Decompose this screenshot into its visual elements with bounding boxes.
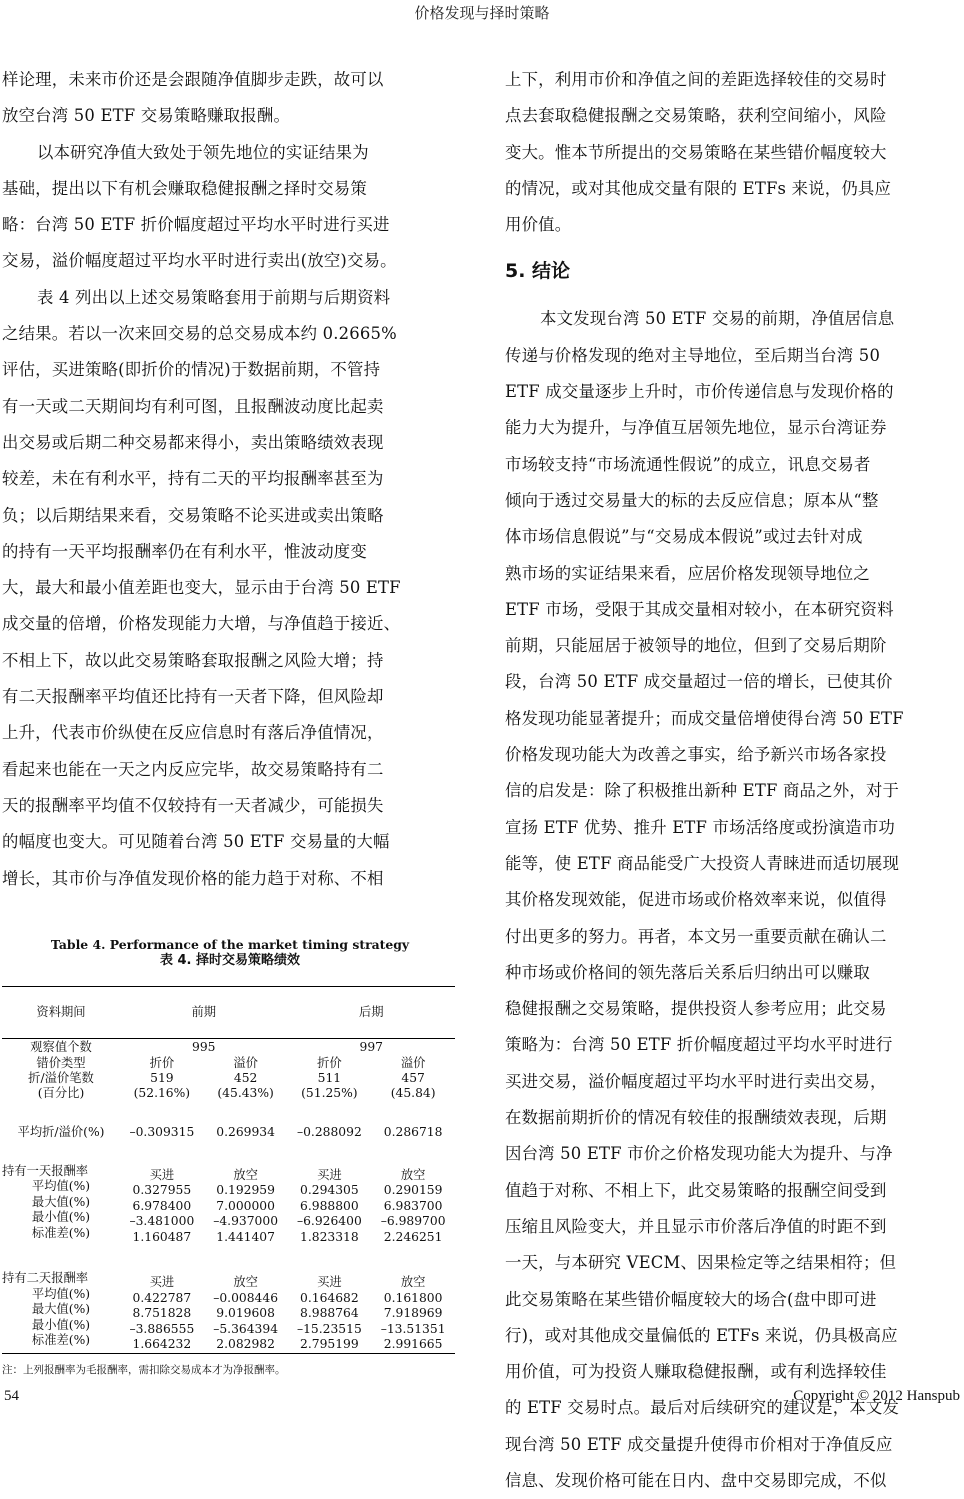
cell: –0.288092 bbox=[296, 1124, 362, 1139]
cell-value: –4.937000 bbox=[213, 1214, 279, 1229]
cell-value: 0.192959 bbox=[216, 1183, 275, 1198]
table-row-avg-mispricing bbox=[2, 1102, 455, 1140]
text-line: 基础，提出以下有机会赚取稳健报酬之择时交易策 bbox=[2, 178, 367, 198]
text-line: 的情况，或对其他成交量有限的 ETFs 来说，仍具应 bbox=[505, 178, 892, 198]
text-line: 宣扬 ETF 优势、推升 ETF 市场活络度或扮演造市功 bbox=[505, 817, 896, 837]
right-column bbox=[505, 62, 963, 1499]
text-line: 点去套取稳健报酬之交易策略，获利空间缩小，风险 bbox=[505, 106, 887, 126]
text-line: 段，台湾 50 ETF 成交量超过一倍的增长，已使其价 bbox=[505, 672, 893, 692]
cell-value: –15.23515 bbox=[296, 1321, 362, 1336]
text-line: 一天，与本研究 VECM、因果检定等之结果相符；但 bbox=[505, 1253, 897, 1273]
text-line: ETF 成交量逐步上升时，市价传递信息与发现价格的 bbox=[505, 382, 894, 402]
row-label-group bbox=[2, 1140, 120, 1246]
text-line: 之结果。若以一次来回交易的总交易成本约 0.2665% bbox=[2, 324, 397, 344]
text-line: 值趋于对称、不相上下，此交易策略的报酬空间受到 bbox=[505, 1180, 887, 1200]
text-line: 样论理，未来市价还是会跟随净值脚步走跌，故可以 bbox=[2, 70, 384, 89]
row-label: 最大值(%) bbox=[31, 1302, 91, 1317]
text-line: 市场较支持“市场流通性假说”的成立，讯息交易者 bbox=[505, 454, 871, 474]
count-percent: (52.16%) bbox=[133, 1086, 191, 1101]
text-line: 较差，未在有利水平，持有二天的平均报酬率甚至为 bbox=[2, 469, 384, 489]
cell-group bbox=[120, 1140, 204, 1246]
cell-value: 0.327955 bbox=[132, 1183, 192, 1198]
text-line: 上下，利用市价和净值之间的差距选择较佳的交易时 bbox=[505, 70, 887, 89]
table-row-hold-one-day bbox=[2, 1140, 455, 1246]
text-line: 现台湾 50 ETF 成交量提升使得市价相对于净值反应 bbox=[505, 1434, 893, 1454]
table-row-mispricing-type bbox=[2, 1055, 455, 1071]
table-note: 注：上列报酬率为毛报酬率，需扣除交易成本才为净报酬率。 bbox=[2, 1363, 286, 1376]
row-label: 标准差(%) bbox=[31, 1333, 91, 1348]
cell-value: 0.161800 bbox=[383, 1290, 443, 1305]
cell-value: 1.664232 bbox=[132, 1337, 192, 1352]
table-row-counts bbox=[2, 1071, 455, 1102]
text-line: 信息、发现价格可能在日内、盘中交易即完成，不似 bbox=[505, 1470, 887, 1490]
cell bbox=[371, 1071, 455, 1102]
cell-value: 1.160487 bbox=[132, 1229, 192, 1244]
text-line: 种市场或价格间的领先落后关系后归纳出可以赚取 bbox=[505, 962, 870, 982]
table-caption-zh: 表 4. 择时交易策略绩效 bbox=[159, 952, 301, 968]
cell-value: –13.51351 bbox=[380, 1321, 446, 1336]
text-line: 信的启发是：除了积极推出新种 ETF 商品之外，对于 bbox=[505, 781, 900, 801]
cell-value: 7.000000 bbox=[216, 1198, 275, 1213]
cell: 折价 bbox=[149, 1055, 175, 1070]
action-label: 买进 bbox=[317, 1167, 342, 1182]
text-line: 买进交易，溢价幅度超过平均水平时进行卖出交易， bbox=[505, 1071, 887, 1091]
cell-value: 0.422787 bbox=[132, 1290, 192, 1305]
text-line: 略：台湾 50 ETF 折价幅度超过平均水平时进行买进 bbox=[2, 215, 390, 235]
cell-group bbox=[371, 1140, 455, 1246]
cell-value: 0.290159 bbox=[383, 1183, 443, 1198]
cell bbox=[120, 1071, 204, 1102]
text-line: 能等，使 ETF 商品能受广大投资人青睐进而适切展现 bbox=[505, 853, 900, 873]
cell-value: 2.991665 bbox=[383, 1337, 443, 1352]
conclusion-text bbox=[505, 301, 963, 1499]
count-value: 452 bbox=[233, 1070, 258, 1085]
copyright: Copyright © 2012 Hanspub bbox=[793, 1388, 960, 1404]
action-label: 买进 bbox=[317, 1275, 342, 1290]
cell-value: –5.364394 bbox=[213, 1321, 279, 1336]
table-row-hold-two-days bbox=[2, 1245, 455, 1353]
cell-value: 1.441407 bbox=[216, 1229, 275, 1244]
section-heading: 5. 结论 bbox=[505, 260, 571, 283]
row-label: 观察值个数 bbox=[30, 1039, 92, 1054]
header-period-label: 资料期间 bbox=[2, 986, 120, 1038]
cell: 折价 bbox=[317, 1055, 342, 1070]
row-label bbox=[2, 1071, 120, 1102]
cell: 995 bbox=[192, 1039, 216, 1054]
text-line: 大，最大和最小值差距也变大，显示由于台湾 50 ETF bbox=[2, 578, 401, 598]
group-title: 持有二天报酬率 bbox=[2, 1271, 89, 1286]
count-percent: (51.25%) bbox=[301, 1086, 358, 1101]
left-column bbox=[2, 62, 458, 1377]
row-label: 最小值(%) bbox=[31, 1210, 91, 1225]
cell bbox=[204, 1071, 288, 1102]
row-label: 平均值(%) bbox=[31, 1179, 91, 1194]
action-label: 买进 bbox=[149, 1167, 175, 1182]
text-line: 变大。惟本节所提出的交易策略在某些错价幅度较大 bbox=[505, 142, 887, 162]
text-line: 倾向于透过交易量大的标的去反应信息；原本从“整 bbox=[505, 490, 879, 510]
text-line: 交易，溢价幅度超过平均水平时进行卖出(放空)交易。 bbox=[2, 251, 397, 271]
performance-table bbox=[2, 986, 455, 1354]
text-line: 熟市场的实证结果来看，应居价格发现领导地位之 bbox=[505, 563, 870, 583]
cell-value: 6.983700 bbox=[383, 1198, 443, 1213]
table-header-row bbox=[2, 986, 455, 1038]
row-label: 错价类型 bbox=[36, 1055, 86, 1070]
table-caption bbox=[2, 937, 458, 969]
cell-value: 7.918969 bbox=[383, 1306, 443, 1321]
cell-value: –6.926400 bbox=[296, 1214, 362, 1229]
header-period2: 后期 bbox=[288, 986, 456, 1038]
text-line: 不相上下，故以此交易策略套取报酬之风险大增；持 bbox=[2, 650, 384, 670]
row-label-line: (百分比) bbox=[37, 1086, 85, 1101]
text-line: 的 ETF 交易时点。最后对后续研究的建议是，本文发 bbox=[505, 1398, 900, 1418]
cell: 0.286718 bbox=[383, 1124, 443, 1139]
text-line: 体市场信息假说”与“交易成本假说”或过去针对成 bbox=[505, 527, 863, 547]
cell-group bbox=[288, 1140, 372, 1246]
text-line: 有二天报酬率平均值还比持有一天者下降，但风险却 bbox=[2, 687, 384, 707]
row-label: 平均折/溢价(%) bbox=[17, 1124, 105, 1139]
row-label: 标准差(%) bbox=[31, 1225, 91, 1240]
cell bbox=[288, 1071, 372, 1102]
text-line: 传递与价格发现的绝对主导地位，至后期当台湾 50 bbox=[505, 345, 881, 365]
table-row-observations bbox=[2, 1038, 455, 1055]
cell-value: 6.988800 bbox=[300, 1198, 359, 1213]
text-line: ETF 市场，受限于其成交量相对较小，在本研究资料 bbox=[505, 599, 894, 619]
text-line: 表 4 列出以上述交易策略套用于前期与后期资料 bbox=[37, 287, 391, 307]
cell-value: –6.989700 bbox=[380, 1214, 446, 1229]
text-line: 前期，只能屈居于被领导的地位，但到了交易后期阶 bbox=[505, 636, 887, 656]
count-percent: (45.84) bbox=[390, 1086, 436, 1101]
text-line: 看起来也能在一天之内反应完毕，故交易策略持有二 bbox=[2, 759, 384, 779]
cell-group bbox=[371, 1245, 455, 1353]
text-line: 其价格发现效能，促进市场或价格效率来说，似值得 bbox=[505, 890, 887, 910]
text-line: 压缩且风险变大，并且显示市价落后净值的时距不到 bbox=[505, 1216, 887, 1236]
text-line: 成交量的倍增，价格发现能力大增，与净值趋于接近、 bbox=[2, 614, 401, 634]
text-line: 付出更多的努力。再者，本文另一重要贡献在确认二 bbox=[505, 926, 887, 946]
running-head: 价格发现与择时策略 bbox=[414, 4, 550, 22]
cell-value: 2.246251 bbox=[383, 1229, 443, 1244]
cell: 溢价 bbox=[233, 1055, 258, 1070]
cell-value: 9.019608 bbox=[216, 1306, 275, 1321]
right-body-text bbox=[505, 62, 963, 243]
cell-value: 0.164682 bbox=[300, 1290, 359, 1305]
page-number: 54 bbox=[4, 1388, 19, 1404]
text-line: 增长，其市价与净值发现价格的能力趋于对称、不相 bbox=[2, 868, 384, 888]
left-body-text bbox=[2, 62, 458, 897]
cell-value: 1.823318 bbox=[300, 1229, 359, 1244]
cell-value: 2.795199 bbox=[300, 1337, 359, 1352]
row-label: 最大值(%) bbox=[31, 1194, 91, 1209]
cell-value: –0.008446 bbox=[213, 1290, 279, 1305]
cell-group bbox=[204, 1140, 288, 1246]
cell: 997 bbox=[359, 1039, 383, 1054]
text-line: 天的报酬率平均值不仅较持有一天者减少，可能损失 bbox=[2, 795, 384, 815]
row-label: 平均值(%) bbox=[31, 1286, 91, 1301]
text-line: 用价值。 bbox=[505, 215, 572, 235]
table-caption-en: Table 4. Performance of the market timing strategy bbox=[50, 936, 410, 952]
action-label: 放空 bbox=[400, 1275, 426, 1290]
text-line: 能力大为提升，与净值互居领先地位，显示台湾证券 bbox=[505, 418, 887, 438]
text-line: 本文发现台湾 50 ETF 交易的前期，净值居信息 bbox=[540, 309, 895, 329]
text-line: 用价值，可为投资人赚取稳健报酬，或有利选择较佳 bbox=[505, 1362, 887, 1382]
action-label: 放空 bbox=[233, 1167, 258, 1182]
cell-value: –3.886555 bbox=[129, 1321, 195, 1336]
cell: 0.269934 bbox=[216, 1124, 275, 1139]
action-label: 放空 bbox=[233, 1275, 258, 1290]
cell: –0.309315 bbox=[129, 1124, 195, 1139]
cell-value: 8.988764 bbox=[300, 1306, 359, 1321]
text-line: 因台湾 50 ETF 市价之价格发现功能大为提升、与净 bbox=[505, 1144, 893, 1164]
count-value: 457 bbox=[401, 1070, 425, 1085]
text-line: 的持有一天平均报酬率仍在有利水平，惟波动度变 bbox=[2, 541, 367, 561]
cell-value: 2.082982 bbox=[216, 1337, 275, 1352]
count-value: 519 bbox=[150, 1070, 174, 1085]
group-title: 持有一天报酬率 bbox=[2, 1163, 89, 1178]
text-line: 策略为：台湾 50 ETF 折价幅度超过平均水平时进行 bbox=[505, 1035, 893, 1055]
cell-value: 6.978400 bbox=[132, 1198, 192, 1213]
cell-group bbox=[120, 1245, 204, 1353]
text-line: 价格发现功能大为改善之事实，给予新兴市场各家投 bbox=[505, 745, 887, 765]
cell: 溢价 bbox=[400, 1055, 426, 1070]
text-line: 在数据前期折价的情况有较佳的报酬绩效表现，后期 bbox=[505, 1108, 887, 1128]
text-line: 的幅度也变大。可见随着台湾 50 ETF 交易量的大幅 bbox=[2, 832, 390, 852]
text-line: 负；以后期结果来看，交易策略不论买进或卖出策略 bbox=[2, 505, 384, 525]
cell-group bbox=[204, 1245, 288, 1353]
count-percent: (45.43%) bbox=[217, 1086, 274, 1101]
text-line: 稳健报酬之交易策略，提供投资人参考应用；此交易 bbox=[505, 999, 887, 1019]
action-label: 买进 bbox=[149, 1275, 175, 1290]
text-line: 以本研究净值大致处于领先地位的实证结果为 bbox=[37, 142, 369, 162]
text-line: 格发现功能显著提升；而成交量倍增使得台湾 50 ETF bbox=[505, 708, 904, 728]
row-label-group bbox=[2, 1245, 120, 1353]
cell-value: 0.294305 bbox=[300, 1183, 359, 1198]
cell-group bbox=[288, 1245, 372, 1353]
text-line: 放空台湾 50 ETF 交易策略赚取报酬。 bbox=[2, 106, 291, 126]
row-label-line: 折/溢价笔数 bbox=[28, 1070, 94, 1085]
text-line: 行)，或对其他成交量偏低的 ETFs 来说，仍具极高应 bbox=[505, 1325, 898, 1345]
cell-value: 8.751828 bbox=[132, 1306, 192, 1321]
header-period1: 前期 bbox=[120, 986, 288, 1038]
text-line: 有一天或二天期间均有利可图，且报酬波动度比起卖 bbox=[2, 396, 384, 416]
count-value: 511 bbox=[317, 1070, 342, 1085]
text-line: 评估，买进策略(即折价的情况)于数据前期，不管持 bbox=[2, 360, 381, 380]
row-label: 最小值(%) bbox=[31, 1317, 91, 1332]
action-label: 放空 bbox=[400, 1167, 426, 1182]
text-line: 出交易或后期二种交易都来得小，卖出策略绩效表现 bbox=[2, 432, 384, 452]
cell-value: –3.481000 bbox=[129, 1214, 195, 1229]
text-line: 此交易策略在某些错价幅度较大的场合(盘中即可进 bbox=[505, 1289, 877, 1309]
text-line: 上升，代表市价纵使在反应信息时有落后净值情况， bbox=[2, 723, 384, 743]
